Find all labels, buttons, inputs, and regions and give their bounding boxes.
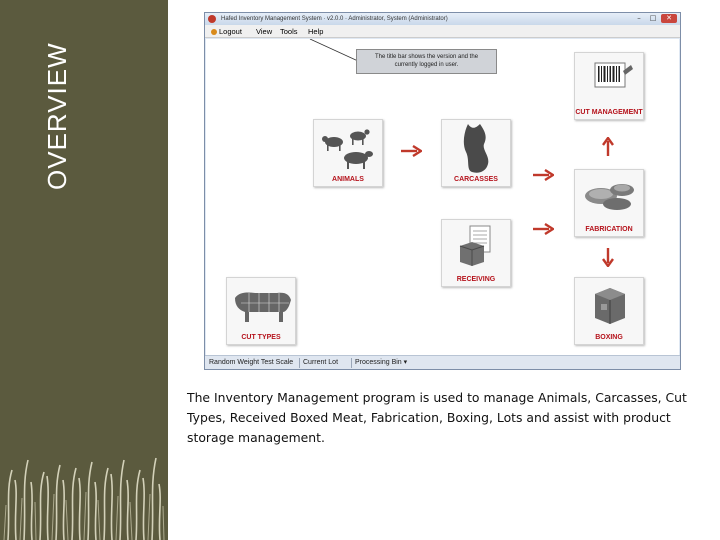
tile-animals[interactable] xyxy=(313,119,383,187)
menu-view[interactable]: View xyxy=(256,27,273,36)
tile-fabrication-label: FABRICATION xyxy=(585,226,633,233)
slide-heading: OVERVIEW xyxy=(42,42,72,190)
main-workspace xyxy=(206,39,679,355)
slide-caption: The Inventory Management program is used to manage Animals, Carcasses, Cut Types, Received Boxed Meat, Fabrication, Boxing, Lots and assist with product storage management. xyxy=(187,390,687,445)
status-scale[interactable]: Random Weight Test Scale xyxy=(209,359,294,366)
menu-bar xyxy=(205,25,680,38)
tooltip-pointer xyxy=(306,39,361,63)
tile-boxing-label: BOXING xyxy=(595,334,623,341)
app-logo-icon xyxy=(208,15,216,23)
menu-tools[interactable]: Tools xyxy=(280,27,298,36)
tile-cut-management-label: CUT MANAGEMENT xyxy=(575,109,643,116)
window-titlebar xyxy=(205,13,680,25)
tile-receiving[interactable] xyxy=(441,219,511,287)
receiving-icon xyxy=(442,220,512,276)
cow-cuts-chart-icon xyxy=(227,278,297,334)
status-processing-bin[interactable] xyxy=(355,356,407,370)
window-title: Hafed Inventory Management System · v2.0.0 · Administrator, System (Administrator) xyxy=(221,16,448,22)
annotation-callout: The title bar shows the version and the currently logged in user. xyxy=(356,49,497,74)
carcass-icon xyxy=(442,120,512,176)
meat-cuts-icon xyxy=(575,170,645,226)
status-processing-bin-label: Processing Bin xyxy=(355,359,402,366)
status-current-lot[interactable]: Current Lot xyxy=(303,359,339,366)
tile-receiving-label: RECEIVING xyxy=(456,276,496,283)
tile-cut-types-label: CUT TYPES xyxy=(241,334,281,341)
menu-help[interactable]: Help xyxy=(308,27,324,36)
tile-cut-management[interactable] xyxy=(574,52,644,120)
tile-cut-types[interactable] xyxy=(226,277,296,345)
sidebar-panel xyxy=(0,0,168,540)
tile-animals-label: ANIMALS xyxy=(332,176,364,183)
box-icon xyxy=(575,278,645,334)
status-separator xyxy=(299,358,300,368)
grass-decoration xyxy=(0,410,168,540)
menu-logout-label: Logout xyxy=(219,27,242,36)
arrow-right-icon xyxy=(532,223,554,235)
status-separator xyxy=(351,358,352,368)
animals-icon xyxy=(314,120,384,176)
status-bar xyxy=(205,355,680,369)
logout-icon xyxy=(211,29,217,35)
arrow-up-icon xyxy=(602,137,614,157)
maximize-button[interactable]: □ xyxy=(649,14,657,22)
tile-carcasses[interactable] xyxy=(441,119,511,187)
arrow-right-icon xyxy=(400,145,422,157)
minimize-button[interactable]: – xyxy=(637,14,641,22)
barcode-icon xyxy=(575,53,645,109)
tile-carcasses-label: CARCASSES xyxy=(454,176,498,183)
menu-logout[interactable] xyxy=(211,25,242,38)
close-button[interactable]: ✕ xyxy=(661,14,677,23)
tile-fabrication[interactable] xyxy=(574,169,644,237)
arrow-down-icon xyxy=(602,247,614,267)
app-window-screenshot xyxy=(204,12,681,370)
arrow-right-icon xyxy=(532,169,554,181)
chevron-down-icon: ▾ xyxy=(403,359,408,366)
tile-boxing[interactable] xyxy=(574,277,644,345)
